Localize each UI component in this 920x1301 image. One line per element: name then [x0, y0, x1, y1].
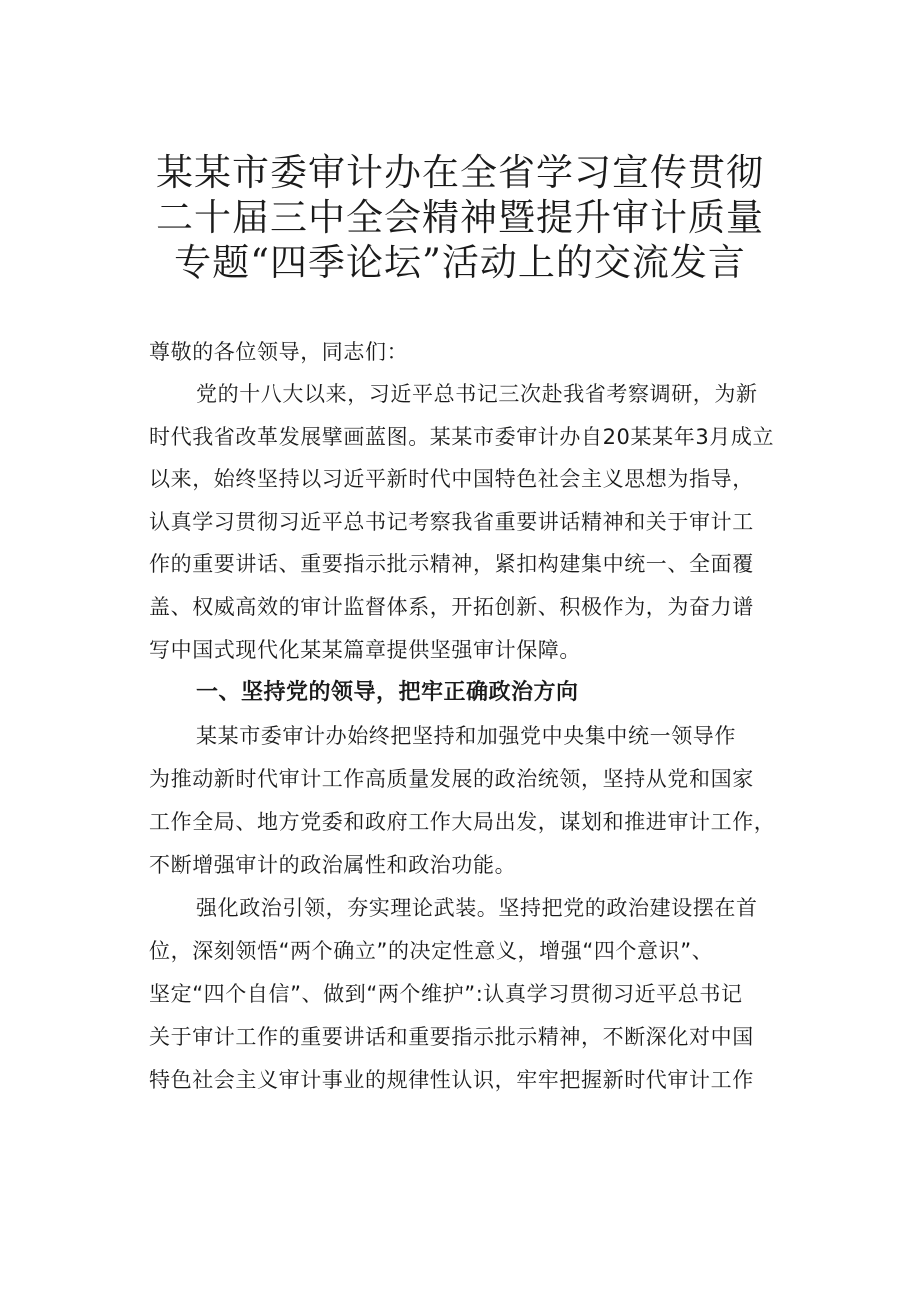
paragraph-line: 强化政治引领，夯实理论武装。坚持把党的政治建设摆在首 — [196, 896, 758, 920]
document-title — [140, 150, 780, 285]
paragraph-line: 位，深刻领悟“两个确立”的决定性意义，增强“四个意识”、 — [149, 939, 714, 963]
paragraph-line: 写中国式现代化某某篇章提供坚强审计保障。 — [149, 638, 581, 662]
title-line: 专题“四季论坛”活动上的交流发言 — [174, 241, 746, 284]
paragraph-line: 关于审计工作的重要讲话和重要指示批示精神，不断深化对中国 — [149, 1025, 754, 1049]
title-line: 某某市委审计办在全省学习宣传贯彻 — [156, 151, 764, 194]
salutation: 尊敬的各位领导，同志们： — [149, 340, 409, 364]
paragraph-line: 坚定“四个自信”、做到“两个维护”:认真学习贯彻习近平总书记 — [149, 982, 743, 1006]
paragraph-line: 认真学习贯彻习近平总书记考察我省重要讲话精神和关于审计工 — [149, 510, 754, 534]
paragraph-line: 为推动新时代审计工作高质量发展的政治统领，坚持从党和国家 — [149, 767, 754, 791]
paragraph-line: 作的重要讲话、重要指示批示精神，紧扣构建集中统一、全面覆 — [149, 552, 754, 576]
section-heading: 一、坚持党的领导，把牢正确政治方向 — [196, 680, 579, 705]
paragraph-line: 特色社会主义审计事业的规律性认识，牢牢把握新时代审计工作 — [149, 1068, 754, 1092]
title-line: 二十届三中全会精神暨提升审计质量 — [156, 196, 764, 239]
paragraph-line: 盖、权威高效的审计监督体系，开拓创新、积极作为，为奋力谱 — [149, 595, 754, 619]
paragraph-line: 某某市委审计办始终把坚持和加强党中央集中统一领导作 — [196, 724, 736, 748]
paragraph-line: 不断增强审计的政治属性和政治功能。 — [149, 853, 517, 877]
paragraph-line: 以来，始终坚持以习近平新时代中国特色社会主义思想为指导， — [149, 467, 754, 491]
paragraph-line: 工作全局、地方党委和政府工作大局出发，谋划和推进审计工作， — [149, 810, 776, 834]
paragraph-line: 党的十八大以来，习近平总书记三次赴我省考察调研，为新 — [196, 382, 758, 406]
paragraph-line: 时代我省改革发展擘画蓝图。某某市委审计办自20某某年3月成立 — [149, 425, 775, 449]
